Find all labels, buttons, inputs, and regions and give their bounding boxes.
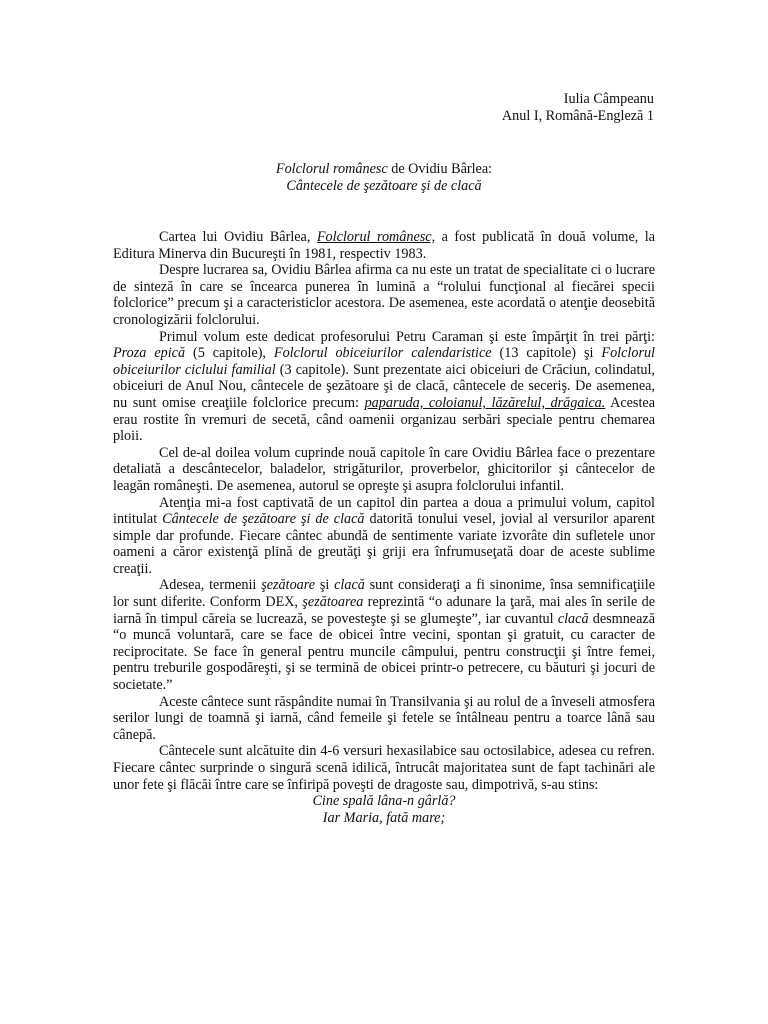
text-run: şi bbox=[315, 577, 335, 594]
title-subtitle: Cântecele de şezătoare şi de clacă bbox=[286, 177, 482, 194]
part-title: Folclorul obiceiurilor calendaristice bbox=[273, 345, 492, 362]
author-block bbox=[502, 91, 654, 124]
paragraph-4: Cel de-al doilea volum cuprinde nouă capitole în care Ovidiu Bârlea face o prezentare detaliată a descântecelor, baladelor, strigăturilor, proverbelor, ghicitorilor şi cântecelor de leagăn româneşti. De asemenea, autorul se opreşte şi asupra folclorului infantil. bbox=[113, 444, 655, 494]
text-run: reprezintă “o adunare la ţară, mai ales în serile de iarnă în timpul căreia se lucrează, se povesteşte şi se glumeşte”, iar cuvantul bbox=[113, 594, 655, 627]
course-info: Anul I, Română-Engleză 1 bbox=[501, 107, 654, 124]
paragraph-7: Aceste cântece sunt răspândite numai în Transilvania şi au rolul de a înveseli atmosfera serilor lungi de toamnă şi iarnă, când femeile şi fetele se întâlneau pentru a toarce lână sau cânepă. bbox=[113, 693, 655, 743]
title-line-1 bbox=[0, 161, 768, 178]
text-run: Adesea, termenii bbox=[159, 577, 262, 594]
text-run: sunt consideraţi a fi sinonime, însa semnificaţiile lor sunt diferite. Conform DEX, bbox=[113, 577, 655, 611]
part-title: Proza epică bbox=[113, 345, 186, 362]
paragraph-6 bbox=[113, 577, 655, 693]
text-run: (5 capitole), bbox=[185, 345, 274, 362]
term: şezătoare bbox=[261, 577, 316, 594]
text-run: Cartea lui Ovidiu Bârlea, bbox=[159, 229, 317, 245]
verse-line-2: Iar Maria, fată mare; bbox=[322, 809, 446, 826]
title-line-2 bbox=[0, 178, 768, 195]
folk-creations: paparuda, coloianul, lăzărelul, drăgaica. bbox=[364, 394, 606, 411]
verse-quote bbox=[113, 793, 655, 826]
chapter-title: Cântecele de şezătoare şi de clacă bbox=[162, 511, 365, 528]
text-run: Acestea erau rostite în vremuri de secetă, când oamenii organizau serbări speciale pentru chemarea ploii. bbox=[113, 394, 655, 445]
author-name: Iulia Câmpeanu bbox=[563, 91, 654, 107]
text-run: Atenţia mi-a fost captivată de un capitol din partea a doua a primului volum, capitol intitulat bbox=[113, 494, 655, 528]
text-run: (3 capitole). Sunt prezentate aici obiceiuri de Crăciun, colindatul, obiceiuri de Anul Nou, cântecele de şezătoare şi de clacă, cântecele de seceriş. De asemenea, nu sunt omise creaţiile folclorice precum: bbox=[113, 361, 655, 411]
text-run: desmnează “o muncă voluntară, care se face de obicei între vecini, spontan şi gratuit, cu caracter de reciprocitate. Se face în general pentru muncile câmpului, pentru construcţii şi între femei, pentru treburile gospodăreşti, şi se termină de obicei printr-o petrecere, cu băuturi şi jocuri de societate.” bbox=[113, 610, 655, 694]
text-run: datorită tonului vesel, jovial al versurilor aparent simple dar profunde. Fiecare cântec abundă de sentimente variate izvorâte din sufletele unor oameni a căror existenţă plină de greutăţi şi griji era înfrumuseţată doar de aceste sublime creaţii. bbox=[113, 511, 655, 577]
title-book-name: Folclorul românesc bbox=[275, 161, 388, 177]
verse-line-1: Cine spală lâna-n gârlă? bbox=[312, 793, 456, 810]
paragraph-1 bbox=[113, 229, 655, 262]
text-run: (13 capitole) şi bbox=[491, 345, 602, 362]
paragraph-3 bbox=[113, 329, 655, 445]
part-title: Folclorul obiceiurilor ciclului familial bbox=[113, 345, 655, 378]
text-run: Primul volum este dedicat profesorului Petru Caraman şi este împărţit în trei părţi: bbox=[159, 328, 655, 345]
text-run: a fost publicată în două volume, la Editura Minerva din Bucureşti în 1981, respectiv 1983. bbox=[113, 229, 655, 262]
term: şezătoarea bbox=[302, 594, 364, 611]
term: clacă bbox=[557, 610, 589, 627]
paragraph-5 bbox=[113, 495, 655, 578]
term: clacă bbox=[334, 577, 365, 594]
paragraph-2: Despre lucrarea sa, Ovidiu Bârlea afirma ca nu este un tratat de specialitate ci o lucrare de sinteză în care se încearca punerea în lumină a “rolului funcţional al fiecărei specii folclorice” precum şi a caracteristiclor acestora. De asemenea, este acordată o atenţie deosebită cronologizării folclorului. bbox=[113, 262, 655, 328]
book-title-ref: Folclorul românesc, bbox=[316, 229, 436, 245]
paragraph-8: Cântecele sunt alcătuite din 4-6 versuri hexasilabice sau octosilabice, adesea cu refren. Fiecare cântec surprinde o singură scenă idilică, întrucât majoritatea sunt de fapt tachinări ale unor fete şi flăcăi între care se înfiripă poveşti de dragoste sau, dimpotrivă, s-au stins: bbox=[113, 743, 655, 793]
essay-title bbox=[0, 161, 768, 194]
title-author-part: de Ovidiu Bârlea: bbox=[387, 161, 493, 177]
essay-body bbox=[113, 229, 655, 826]
